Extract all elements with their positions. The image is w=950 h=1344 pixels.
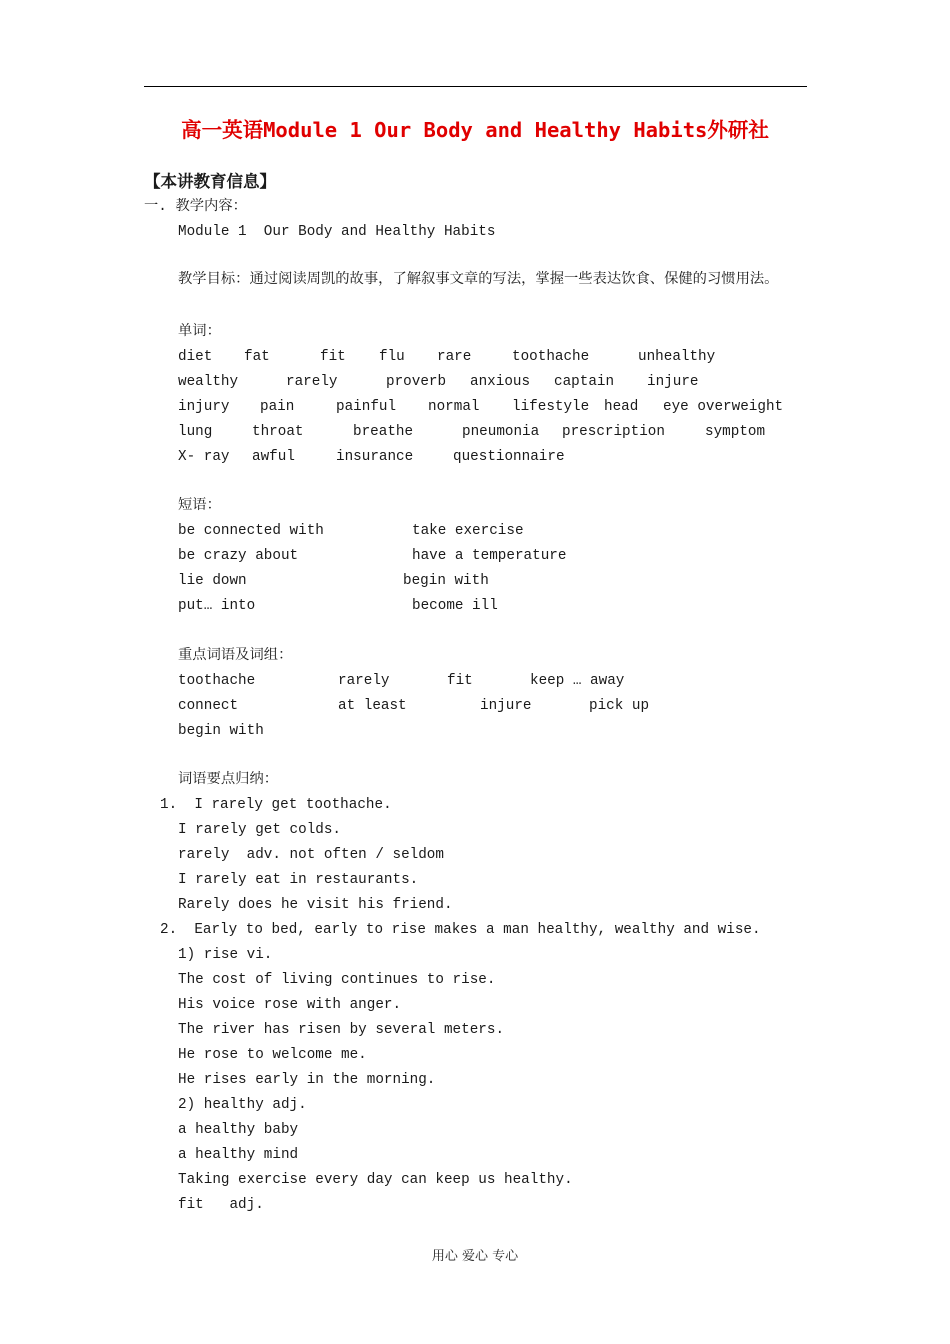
key-word: toothache <box>178 673 256 689</box>
vocab-word: symptom <box>705 424 766 440</box>
vocab-word: questionnaire <box>453 449 565 465</box>
vocab-word: eye overweight <box>663 399 784 415</box>
vocab-word: proverb <box>386 374 447 390</box>
vocab-word: normal <box>428 399 480 415</box>
key-row-3 <box>178 719 264 769</box>
phrase: begin with <box>403 573 489 589</box>
summary-label: 词语要点归纳： <box>178 772 279 788</box>
phrase: put… into <box>178 598 256 614</box>
phrase: become ill <box>412 598 498 614</box>
vocab-word: diet <box>178 349 213 365</box>
vocab-word: unhealthy <box>638 349 716 365</box>
vocab-word: pain <box>260 399 295 415</box>
vocab-word: flu <box>379 349 405 365</box>
phrase: have a temperature <box>412 548 567 564</box>
page-title: 高一英语Module 1 Our Body and Healthy Habits外研社 <box>181 118 769 142</box>
example-line: The river has risen by several meters. <box>178 1022 505 1038</box>
example-line: I rarely eat in restaurants. <box>178 872 419 888</box>
vocab-word: fit <box>320 349 346 365</box>
vocab-word: head <box>604 399 639 415</box>
example-line: fit adj. <box>178 1197 264 1213</box>
vocab-word: awful <box>252 449 295 465</box>
example-line: rarely adv. not often / seldom <box>178 847 444 863</box>
vocab-word: fat <box>244 349 270 365</box>
example-line: 1) rise vi. <box>178 947 273 963</box>
teaching-objective: 教学目标：通过阅读周凯的故事，了解叙事文章的写法，掌握一些表达饮食、保健的习惯用法。 <box>178 272 779 288</box>
key-word: fit <box>447 673 473 689</box>
vocab-word: lifestyle <box>512 399 590 415</box>
example-line: I rarely get colds. <box>178 822 342 838</box>
example-line: a healthy mind <box>178 1147 299 1163</box>
vocab-word: toothache <box>512 349 590 365</box>
vocab-word: injure <box>647 374 699 390</box>
summary-item-2: 2. Early to bed, early to rise makes a man healthy, wealthy and wise. <box>160 922 761 938</box>
vocab-word: lung <box>178 424 213 440</box>
key-word: injure <box>480 698 532 714</box>
vocab-word: prescription <box>562 424 665 440</box>
example-line: He rose to welcome me. <box>178 1047 367 1063</box>
vocab-word: insurance <box>336 449 414 465</box>
teaching-content-label: 一. 教学内容： <box>144 199 247 215</box>
vocab-word: anxious <box>470 374 531 390</box>
vocab-word: captain <box>554 374 615 390</box>
key-word: pick up <box>589 698 650 714</box>
section-heading: 【本讲教育信息】 <box>144 172 276 191</box>
example-line: The cost of living continues to rise. <box>178 972 496 988</box>
header-rule <box>144 86 807 87</box>
example-line: His voice rose with anger. <box>178 997 402 1013</box>
example-line: Rarely does he visit his friend. <box>178 897 453 913</box>
vocab-label: 单词： <box>178 324 221 340</box>
vocab-word: X- ray <box>178 449 230 465</box>
example-line: 2) healthy adj. <box>178 1097 307 1113</box>
phrase: be crazy about <box>178 548 299 564</box>
vocab-word: wealthy <box>178 374 239 390</box>
module-title: Module 1 Our Body and Healthy Habits <box>178 224 496 240</box>
phrase: lie down <box>178 573 247 589</box>
phrase: be connected with <box>178 523 324 539</box>
key-word: keep … away <box>530 673 625 689</box>
key-word: begin with <box>178 723 264 739</box>
example-line: Taking exercise every day can keep us healthy. <box>178 1172 573 1188</box>
example-line: a healthy baby <box>178 1122 299 1138</box>
vocab-word: pneumonia <box>462 424 540 440</box>
page-footer: 用心 爱心 专心 <box>431 1249 519 1264</box>
vocab-word: breathe <box>353 424 414 440</box>
phrases-label: 短语： <box>178 498 221 514</box>
vocab-word: rare <box>437 349 472 365</box>
key-word: connect <box>178 698 239 714</box>
key-words-label: 重点词语及词组： <box>178 648 293 664</box>
vocab-word: throat <box>252 424 304 440</box>
key-word: rarely <box>338 673 390 689</box>
summary-item-1: 1. I rarely get toothache. <box>160 797 392 813</box>
example-line: He rises early in the morning. <box>178 1072 436 1088</box>
vocab-word: painful <box>336 399 397 415</box>
key-word: at least <box>338 698 407 714</box>
phrase: take exercise <box>412 523 524 539</box>
vocab-word: injury <box>178 399 230 415</box>
vocab-word: rarely <box>286 374 338 390</box>
